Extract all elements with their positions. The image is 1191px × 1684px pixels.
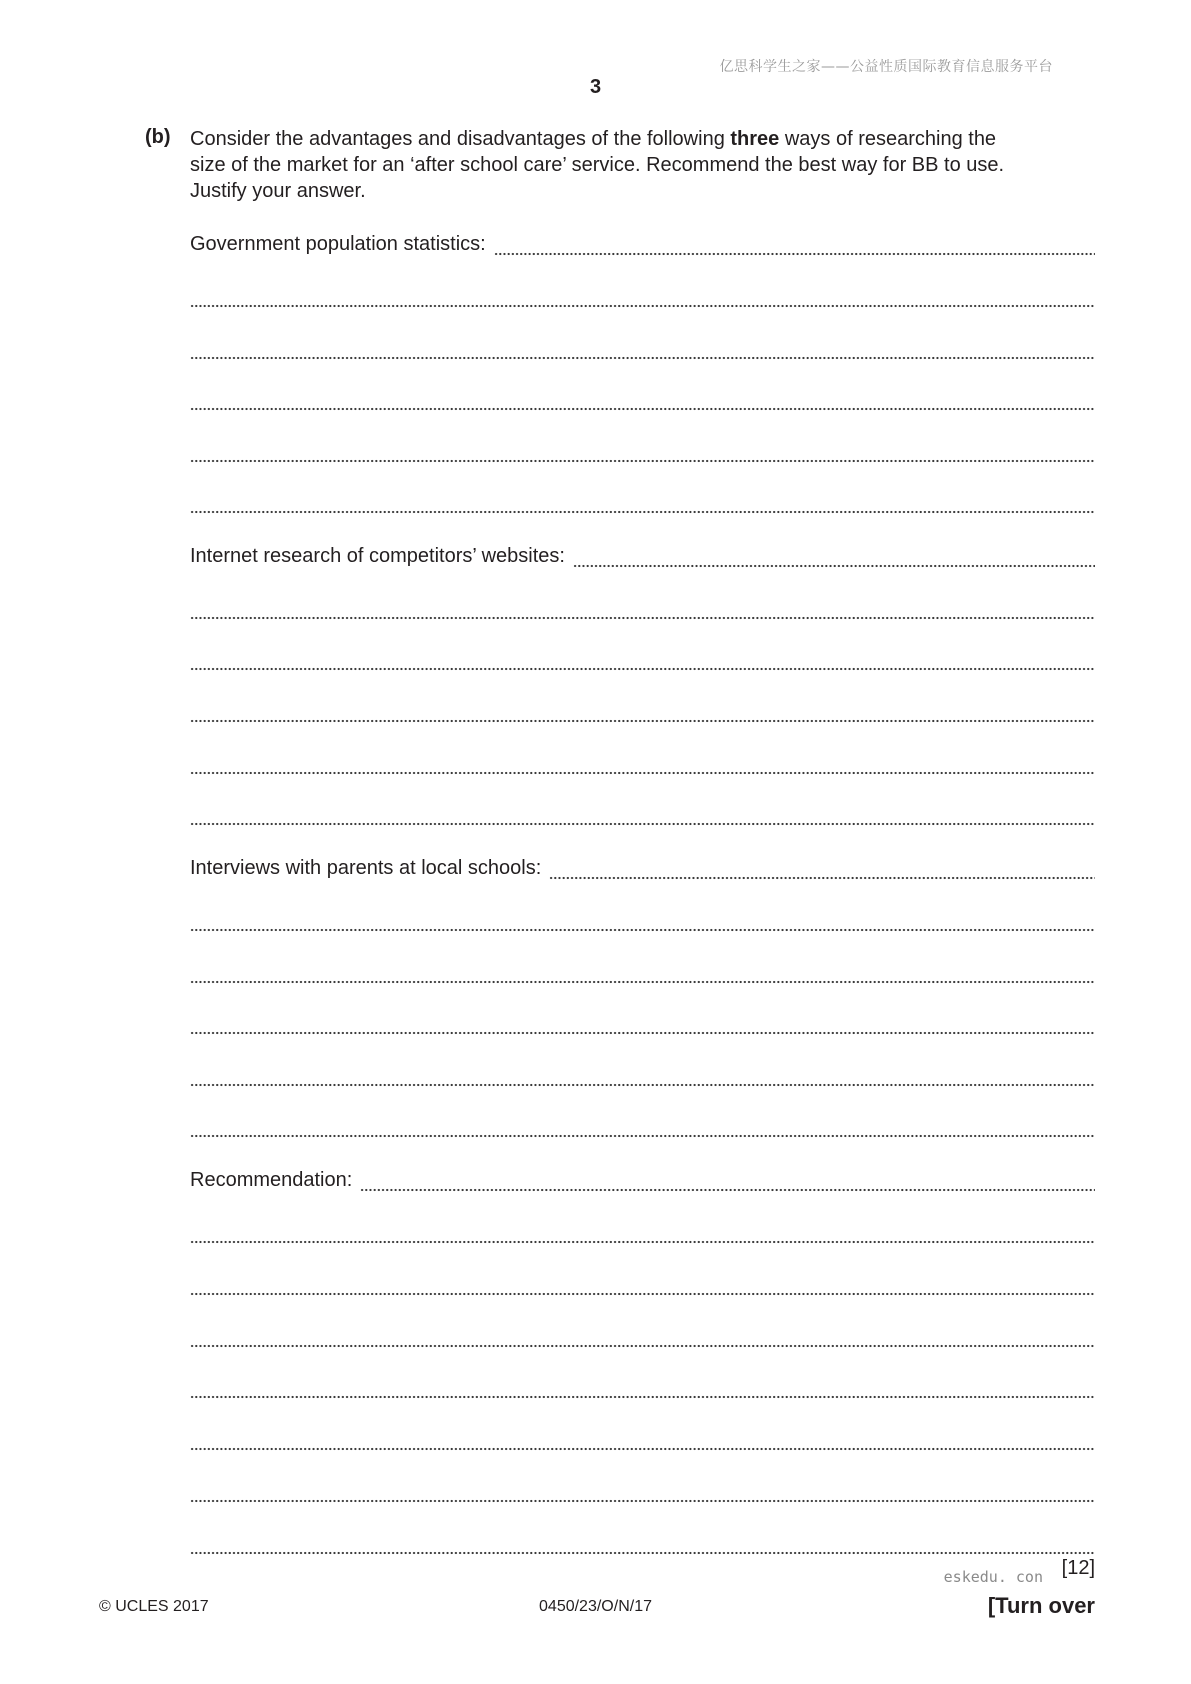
answer-line[interactable] — [190, 332, 1095, 360]
answer-dots[interactable] — [573, 546, 1095, 568]
answer-line-government-label[interactable] — [190, 228, 1095, 256]
marks-total: [12] — [1061, 1557, 1095, 1579]
answer-dots[interactable] — [190, 441, 1095, 463]
watermark-footer: eskedu. con — [943, 1568, 1043, 1586]
answer-line[interactable] — [190, 592, 1095, 620]
answer-dots[interactable] — [190, 1274, 1095, 1296]
answer-dots[interactable] — [190, 389, 1095, 411]
answer-line[interactable] — [190, 956, 1095, 984]
answer-line[interactable] — [190, 1059, 1095, 1087]
answer-line[interactable] — [190, 1371, 1095, 1399]
answer-line[interactable] — [190, 1110, 1095, 1138]
answer-dots[interactable] — [190, 1481, 1095, 1503]
answer-line[interactable] — [190, 798, 1095, 826]
answer-dots[interactable] — [190, 649, 1095, 671]
page-number: 3 — [589, 76, 602, 98]
question-line-2: size of the market for an ‘after school care’ service. Recommend the best way for BB to use. — [190, 154, 1005, 176]
answer-line-interviews-label[interactable] — [190, 852, 1095, 880]
answer-dots[interactable] — [190, 1013, 1095, 1035]
answer-dots[interactable] — [190, 338, 1095, 360]
answer-line[interactable] — [190, 1527, 1095, 1555]
answer-dots[interactable] — [190, 1377, 1095, 1399]
paper-code: 0450/23/O/N/17 — [539, 1598, 652, 1615]
answer-line[interactable] — [190, 747, 1095, 775]
answer-dots[interactable] — [190, 1222, 1095, 1244]
answer-dots[interactable] — [190, 1429, 1095, 1451]
question-text — [190, 126, 1095, 204]
answer-line[interactable] — [190, 695, 1095, 723]
copyright: © UCLES 2017 — [99, 1598, 209, 1615]
answer-line-internet-label[interactable] — [190, 540, 1095, 568]
answer-line[interactable] — [190, 1320, 1095, 1348]
section-label-recommendation: Recommendation: — [190, 1169, 353, 1191]
answer-dots[interactable] — [190, 598, 1095, 620]
answer-line[interactable] — [190, 1423, 1095, 1451]
answer-dots[interactable] — [190, 1065, 1095, 1087]
answer-line[interactable] — [190, 280, 1095, 308]
answer-line[interactable] — [190, 486, 1095, 514]
answer-line[interactable] — [190, 1007, 1095, 1035]
answer-dots[interactable] — [190, 1326, 1095, 1348]
section-label-interviews: Interviews with parents at local schools: — [190, 857, 542, 879]
answer-dots[interactable] — [190, 1116, 1095, 1138]
answer-dots[interactable] — [190, 1533, 1095, 1555]
answer-dots[interactable] — [190, 753, 1095, 775]
question-line-3: Justify your answer. — [190, 180, 366, 202]
question-emphasis: three — [730, 128, 780, 150]
question-label: (b) — [145, 126, 171, 148]
answer-line[interactable] — [190, 643, 1095, 671]
answer-line[interactable] — [190, 904, 1095, 932]
answer-dots[interactable] — [360, 1170, 1095, 1192]
answer-line-recommendation-label[interactable] — [190, 1164, 1095, 1192]
answer-line[interactable] — [190, 1268, 1095, 1296]
turn-over: [Turn over — [987, 1593, 1095, 1618]
answer-dots[interactable] — [190, 701, 1095, 723]
watermark-header: 亿思科学生之家——公益性质国际教育信息服务平台 — [719, 59, 1053, 75]
answer-line[interactable] — [190, 1475, 1095, 1503]
answer-line[interactable] — [190, 1216, 1095, 1244]
section-label-internet: Internet research of competitors’ websites: — [190, 545, 565, 567]
answer-dots[interactable] — [190, 286, 1095, 308]
answer-line[interactable] — [190, 435, 1095, 463]
answer-dots[interactable] — [190, 910, 1095, 932]
answer-dots[interactable] — [190, 962, 1095, 984]
answer-dots[interactable] — [190, 804, 1095, 826]
answer-dots[interactable] — [494, 234, 1095, 256]
question-line-1: Consider the advantages and disadvantages of the following three ways of researching the — [190, 128, 997, 150]
answer-dots[interactable] — [190, 492, 1095, 514]
answer-line[interactable] — [190, 383, 1095, 411]
section-label-government: Government population statistics: — [190, 233, 486, 255]
answer-dots[interactable] — [549, 858, 1095, 880]
